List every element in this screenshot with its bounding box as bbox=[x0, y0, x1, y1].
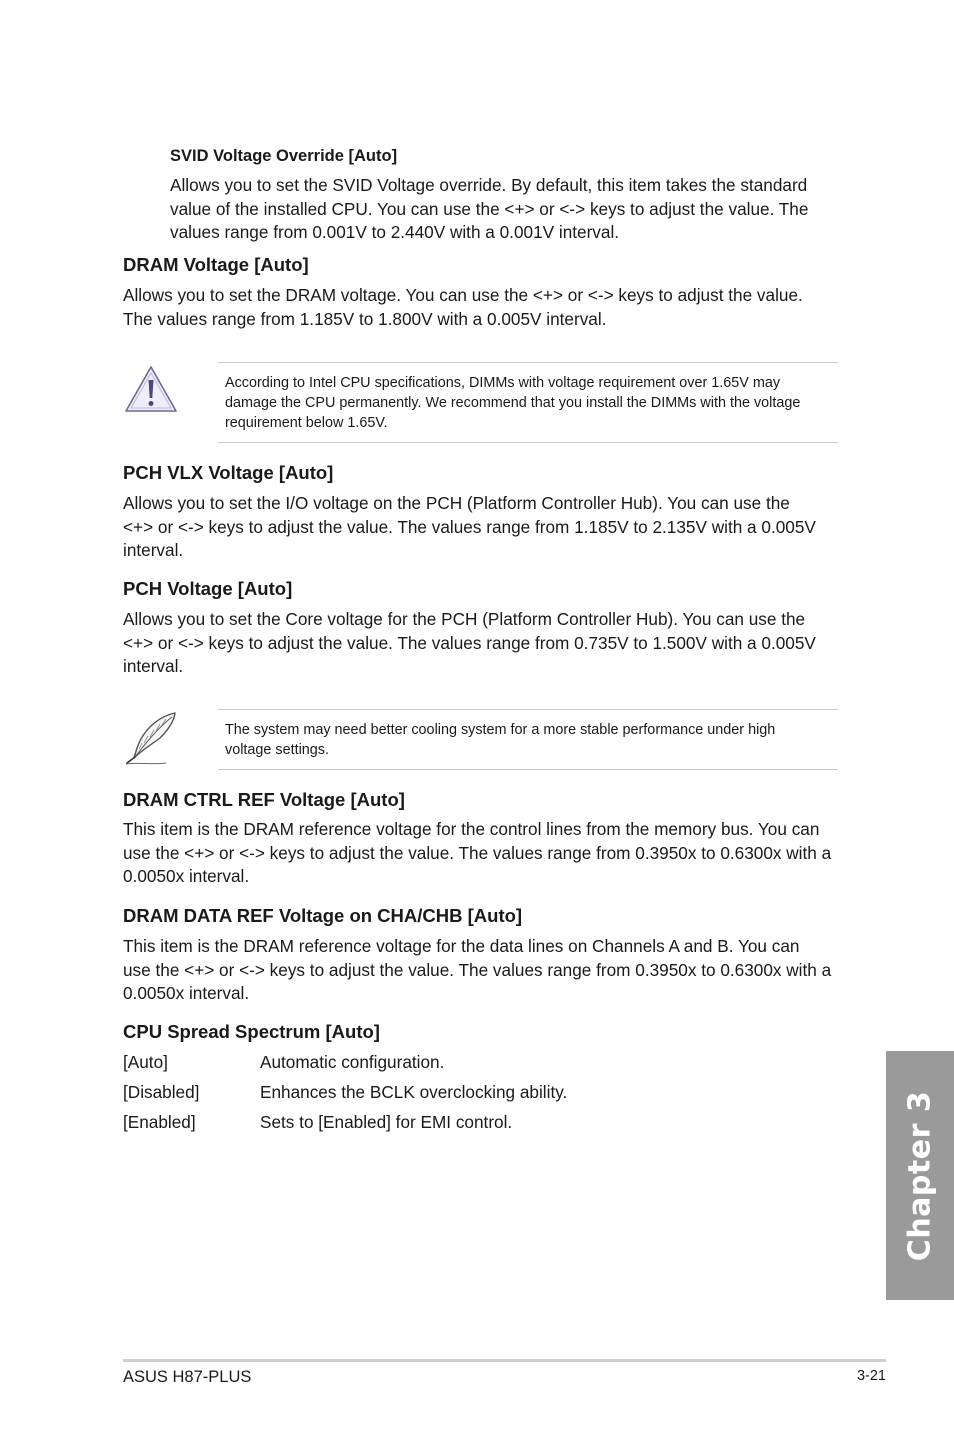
footer-rule bbox=[123, 1359, 886, 1362]
dram-ctrl-ref-heading: DRAM CTRL REF Voltage [Auto] bbox=[123, 789, 405, 810]
dram-data-ref-description bbox=[123, 935, 831, 1006]
cpu-spread-heading: CPU Spread Spectrum [Auto] bbox=[123, 1021, 380, 1042]
dram-ctrl-ref-line: 0.0050x interval. bbox=[123, 866, 250, 886]
dram-ctrl-ref-description bbox=[123, 818, 831, 889]
warning-note-line: According to Intel CPU specifications, DIMMs with voltage requirement over 1.65V may bbox=[225, 375, 781, 391]
warning-note-bottom-rule bbox=[218, 442, 838, 443]
option-description: Automatic configuration. bbox=[260, 1052, 445, 1072]
dram-voltage-line: Allows you to set the DRAM voltage. You can use the <+> or <-> keys to adjust the value. bbox=[123, 285, 803, 305]
dram-data-ref-line: 0.0050x interval. bbox=[123, 983, 250, 1003]
svid-heading: SVID Voltage Override [Auto] bbox=[170, 147, 398, 165]
svid-description bbox=[170, 174, 808, 245]
dram-voltage-line: The values range from 1.185V to 1.800V with a 0.005V interval. bbox=[123, 308, 607, 329]
pch-vlx-heading: PCH VLX Voltage [Auto] bbox=[123, 462, 334, 483]
option-description: Enhances the BCLK overclocking ability. bbox=[260, 1082, 568, 1102]
dram-ctrl-ref-line: use the <+> or <-> keys to adjust the value. The values range from 0.3950x to 0.6300x with a bbox=[123, 842, 832, 863]
option-description: Sets to [Enabled] for EMI control. bbox=[260, 1112, 513, 1132]
svid-line: Allows you to set the SVID Voltage override. By default, this item takes the standard bbox=[170, 175, 808, 195]
cooling-note-line: voltage settings. bbox=[225, 742, 329, 758]
pch-voltage-heading: PCH Voltage [Auto] bbox=[123, 578, 293, 599]
chapter-label: Chapter 3 bbox=[902, 1090, 938, 1261]
option-key: [Enabled] bbox=[123, 1112, 196, 1132]
dram-voltage-heading: DRAM Voltage [Auto] bbox=[123, 254, 309, 275]
warning-note-top-rule bbox=[218, 362, 838, 363]
warning-note-line: damage the CPU permanently. We recommend that you install the DIMMs with the voltage bbox=[225, 395, 801, 411]
dram-data-ref-line: use the <+> or <-> keys to adjust the value. The values range from 0.3950x to 0.6300x with a bbox=[123, 959, 832, 980]
page-number: 3-21 bbox=[856, 1368, 886, 1384]
pch-vlx-line: Allows you to set the I/O voltage on the PCH (Platform Controller Hub). You can use the bbox=[123, 493, 790, 513]
footer-product-name: ASUS H87-PLUS bbox=[123, 1368, 252, 1386]
pch-vlx-line: <+> or <-> keys to adjust the value. The values range from 1.185V to 2.135V with a 0.005V bbox=[123, 516, 816, 537]
svid-line: value of the installed CPU. You can use the <+> or <-> keys to adjust the value. The bbox=[170, 198, 809, 219]
pch-voltage-line: <+> or <-> keys to adjust the value. The values range from 0.735V to 1.500V with a 0.005V bbox=[123, 632, 816, 653]
dram-data-ref-heading: DRAM DATA REF Voltage on CHA/CHB [Auto] bbox=[123, 905, 523, 926]
cooling-note-line: The system may need better cooling system for a more stable performance under high bbox=[225, 722, 776, 738]
warning-note-line: requirement below 1.65V. bbox=[225, 415, 388, 431]
pch-vlx-line: interval. bbox=[123, 540, 184, 560]
feather-pen-icon bbox=[122, 710, 180, 766]
pch-vlx-description bbox=[123, 492, 816, 563]
dram-voltage-description bbox=[123, 284, 803, 331]
warning-triangle-icon bbox=[124, 364, 178, 414]
pch-voltage-description bbox=[123, 608, 816, 679]
dram-data-ref-line: This item is the DRAM reference voltage for the data lines on Channels A and B. You can bbox=[123, 936, 800, 956]
pch-voltage-line: Allows you to set the Core voltage for the PCH (Platform Controller Hub). You can use the bbox=[123, 609, 806, 629]
cooling-note-top-rule bbox=[218, 709, 838, 710]
dram-ctrl-ref-line: This item is the DRAM reference voltage for the control lines from the memory bus. You can bbox=[123, 819, 820, 839]
pch-voltage-line: interval. bbox=[123, 656, 184, 676]
option-key: [Auto] bbox=[123, 1052, 168, 1072]
svid-line: values range from 0.001V to 2.440V with a 0.001V interval. bbox=[170, 222, 620, 242]
chapter-side-tab bbox=[886, 1051, 954, 1300]
cooling-note-text bbox=[225, 720, 775, 760]
warning-note-text bbox=[225, 373, 800, 433]
option-key: [Disabled] bbox=[123, 1082, 200, 1102]
cooling-note-bottom-rule bbox=[218, 769, 838, 770]
